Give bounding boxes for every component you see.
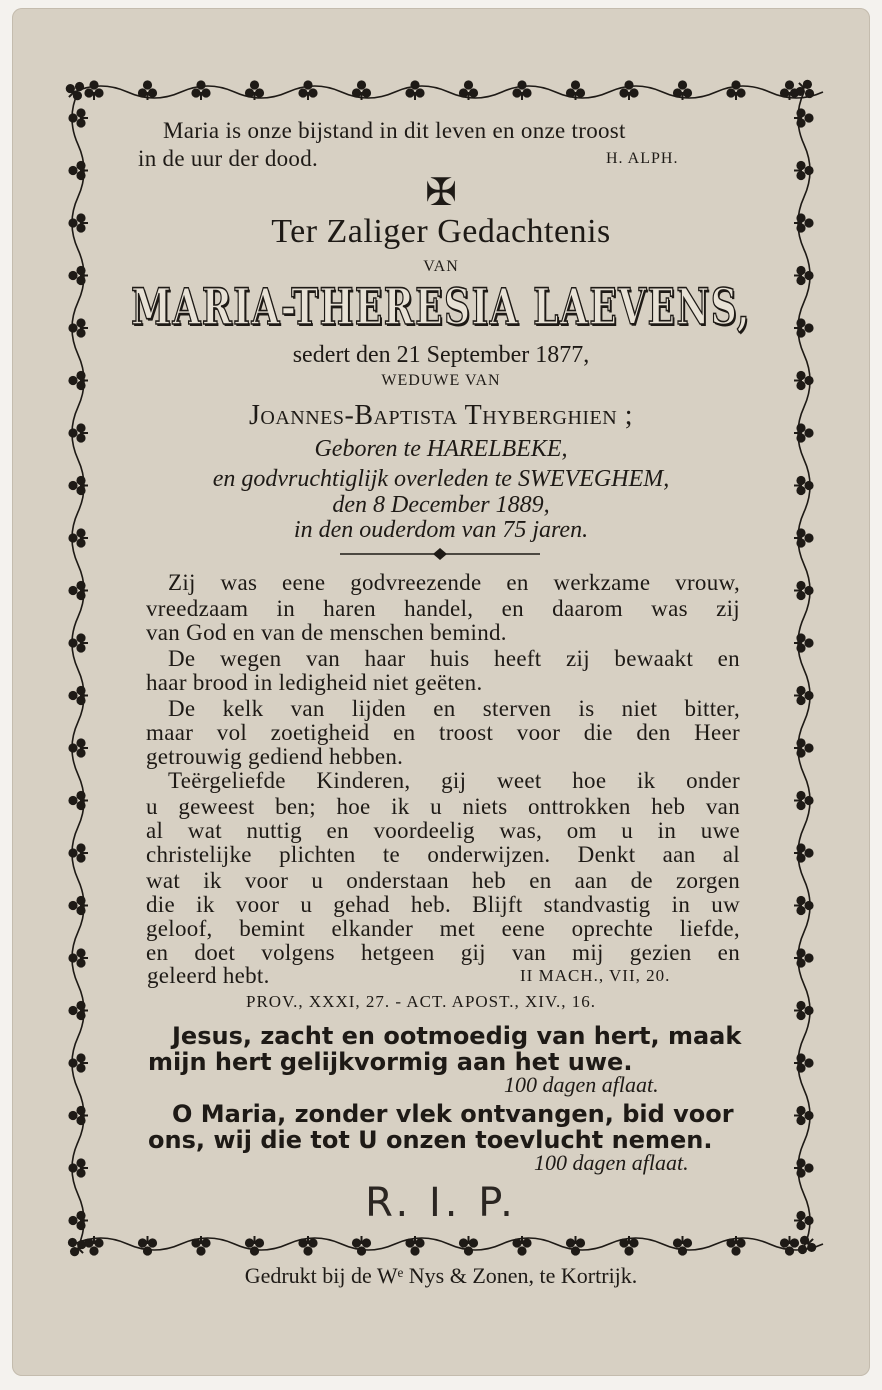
epigraph-text-2: in de uur der dood. — [138, 146, 319, 171]
body-line-text: haar brood in ledigheid niet geëten. — [146, 670, 483, 695]
trefoil-ornament-icon — [352, 1236, 371, 1256]
trefoil-ornament-icon — [566, 1236, 585, 1256]
deceased-name: MARIA-THERESIA LAEVENS, — [131, 277, 751, 336]
van-label: VAN — [423, 258, 459, 275]
trefoil-ornament-icon — [794, 948, 814, 967]
death-date: den 8 December 1889, — [332, 492, 550, 518]
trefoil-ornament-icon — [780, 1236, 799, 1256]
cross-icon: ✠ — [425, 172, 457, 214]
prayer-1-text-1: Jesus, zacht en ootmoedig van hert, maak — [172, 1022, 742, 1050]
trefoil-ornament-icon — [62, 1232, 89, 1259]
trefoil-ornament-icon — [68, 843, 88, 862]
trefoil-ornament-icon — [191, 1236, 210, 1256]
body-line-text: Zij was eene godvreezende en werkzame vrouw, — [168, 570, 740, 595]
trefoil-ornament-icon — [726, 80, 745, 100]
rip-text: R. I. P. — [365, 1180, 517, 1226]
body-line-text: maar vol zoetigheid en troost voor die den Heer — [146, 720, 740, 745]
body-line-text: geloof, bemint elkander met eene oprechte liefde, — [146, 916, 740, 941]
trefoil-ornament-icon — [459, 1236, 478, 1256]
trefoil-ornament-icon — [726, 1236, 745, 1256]
body-line-text: Teërgeliefde Kinderen, gij weet hoe ik onder — [168, 768, 740, 793]
trefoil-ornament-icon — [68, 738, 88, 757]
trefoil-ornament-icon — [405, 80, 424, 100]
reference-prov-act: PROV., XXXI, 27. - ACT. APOST., XIV., 16. — [246, 992, 597, 1011]
epigraph-text-1: Maria is onze bijstand in dit leven en onze troost — [163, 118, 626, 143]
body-line-text: christelijke plichten te onderwijzen. Denkt aan al — [146, 842, 740, 867]
body-line-text: u geweest ben; hoe ik u niets onttrokken heb van — [146, 794, 740, 819]
trefoil-ornament-icon — [138, 1236, 157, 1256]
rip-row — [0, 1180, 882, 1226]
trefoil-ornament-icon — [191, 80, 210, 100]
trefoil-ornament-icon — [673, 1236, 692, 1256]
memorial-title: Ter Zaliger Gedachtenis — [271, 213, 611, 250]
body-last-text: geleerd hebt. — [147, 963, 270, 988]
trefoil-ornament-icon — [794, 1001, 814, 1020]
trefoil-ornament-icon — [794, 1053, 814, 1072]
deceased-name-row — [0, 277, 882, 336]
body-line-text: getrouwig gediend hebben. — [146, 744, 404, 769]
trefoil-ornament-icon — [794, 791, 814, 810]
widow-of-label: WEDUWE VAN — [381, 372, 501, 389]
divider — [340, 546, 540, 562]
trefoil-ornament-icon — [68, 1001, 88, 1020]
body-line-text: De wegen van haar huis heeft zij bewaakt en — [168, 646, 740, 671]
trefoil-ornament-icon — [298, 1236, 317, 1256]
prayer-2-indulgence: 100 dagen aflaat. — [534, 1150, 689, 1175]
trefoil-ornament-icon — [794, 843, 814, 862]
trefoil-ornament-icon — [459, 80, 478, 100]
trefoil-ornament-icon — [405, 1236, 424, 1256]
trefoil-ornament-icon — [794, 738, 814, 757]
trefoil-ornament-icon — [68, 791, 88, 810]
birth-line: Geboren te HARELBEKE, — [314, 436, 568, 462]
body-line-text: die ik voor u gehad heb. Blijft standvastig in uw — [146, 892, 740, 917]
border-vine — [74, 86, 823, 98]
death-line: en godvruchtiglijk overleden te SWEVEGHEM, — [212, 466, 670, 492]
trefoil-ornament-icon — [352, 80, 371, 100]
trefoil-ornament-icon — [68, 633, 88, 652]
trefoil-ornament-icon — [794, 633, 814, 652]
trefoil-ornament-icon — [84, 80, 103, 100]
trefoil-ornament-icon — [298, 80, 317, 100]
trefoil-ornament-icon — [794, 1106, 814, 1125]
body-line-text: al wat nuttig en voordeelig was, om u in uwe — [146, 818, 740, 843]
prayer-2-text-1: O Maria, zonder vlek ontvangen, bid voor — [172, 1100, 734, 1128]
prayer-1-text-2: mijn hert gelijkvormig aan het uwe. — [148, 1048, 633, 1076]
epigraph-attribution: H. ALPH. — [606, 150, 679, 167]
trefoil-ornament-icon — [68, 1106, 88, 1125]
husband-name: Joannes-Baptista Thyberghien ; — [248, 400, 633, 431]
age-line: in den ouderdom van 75 jaren. — [293, 517, 589, 543]
printer-footer: Gedrukt bij de Wᵉ Nys & Zonen, te Kortrijk. — [244, 1263, 638, 1288]
since-date: sedert den 21 September 1877, — [292, 342, 590, 368]
trefoil-ornament-icon — [68, 1158, 88, 1177]
trefoil-ornament-icon — [794, 1158, 814, 1177]
body-line-text: wat ik voor u onderstaan heb en aan de zorgen — [146, 868, 740, 893]
prayer-2-text-2: ons, wij die tot U onzen toevlucht nemen. — [148, 1126, 713, 1154]
border-vine — [74, 1238, 823, 1250]
trefoil-ornament-icon — [84, 1236, 103, 1256]
trefoil-ornament-icon — [619, 1236, 638, 1256]
reference-mach: II MACH., VII, 20. — [520, 966, 671, 985]
body-line-text: De kelk van lijden en sterven is niet bitter, — [168, 696, 740, 721]
trefoil-ornament-icon — [68, 686, 88, 705]
trefoil-ornament-icon — [68, 1053, 88, 1072]
trefoil-ornament-icon — [68, 948, 88, 967]
trefoil-ornament-icon — [68, 581, 88, 600]
trefoil-ornament-icon — [138, 80, 157, 100]
prayer-1-indulgence: 100 dagen aflaat. — [504, 1072, 659, 1097]
trefoil-ornament-icon — [245, 1236, 264, 1256]
trefoil-ornament-icon — [673, 80, 692, 100]
trefoil-ornament-icon — [566, 80, 585, 100]
body-line-text: en doet volgens hetgeen gij van mij gezien en — [146, 940, 740, 965]
body-line-text: vreedzaam in haren handel, en daarom was zij — [146, 596, 740, 621]
trefoil-ornament-icon — [68, 108, 88, 127]
trefoil-ornament-icon — [512, 80, 531, 100]
trefoil-ornament-icon — [792, 76, 819, 103]
trefoil-ornament-icon — [794, 896, 814, 915]
trefoil-ornament-icon — [794, 581, 814, 600]
trefoil-ornament-icon — [245, 80, 264, 100]
trefoil-ornament-icon — [794, 108, 814, 127]
trefoil-ornament-icon — [68, 896, 88, 915]
trefoil-ornament-icon — [512, 1236, 531, 1256]
trefoil-ornament-icon — [794, 686, 814, 705]
trefoil-ornament-icon — [619, 80, 638, 100]
body-line-text: van God en van de menschen bemind. — [146, 620, 507, 645]
